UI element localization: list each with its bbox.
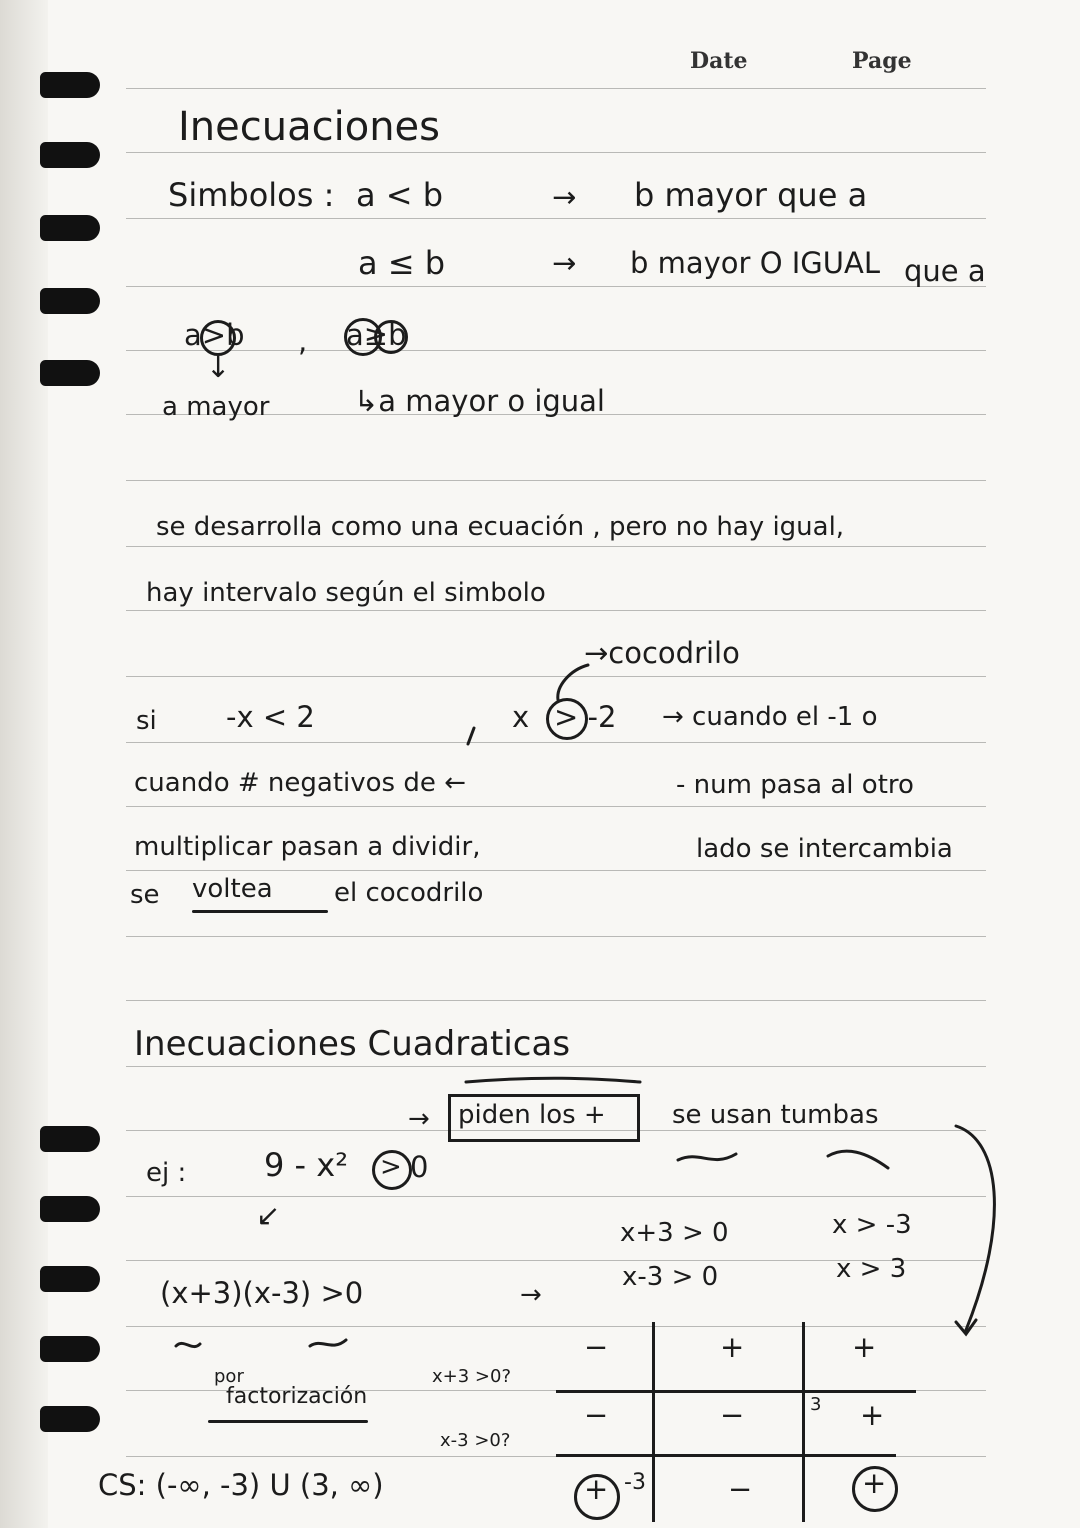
ej-zero: 0 xyxy=(410,1150,429,1184)
condition-1: x+3 > 0 xyxy=(620,1218,729,1248)
symbol-le-meaning: b mayor O IGUAL xyxy=(630,246,880,280)
symbol-lt-meaning: b mayor que a xyxy=(634,176,868,214)
condition-2: x-3 > 0 xyxy=(622,1262,719,1292)
ej-expression: 9 - x² xyxy=(264,1146,349,1184)
symbol-ge: a≥b xyxy=(346,318,407,352)
ej-label: ej : xyxy=(146,1158,187,1188)
sign-cell: + xyxy=(860,1398,885,1432)
ej-sign: > xyxy=(380,1152,402,1182)
solution-set: CS: (-∞, -3) U (3, ∞) xyxy=(98,1468,384,1502)
sign-cell: − xyxy=(720,1398,745,1432)
symbols-label: Simbolos : xyxy=(168,176,335,214)
gt-note: a mayor xyxy=(162,392,270,422)
sign-cell: − xyxy=(584,1330,609,1364)
rule-left-3a: se xyxy=(130,880,160,910)
rule-right-1: → cuando el -1 o xyxy=(662,702,878,732)
arrow-icon: → xyxy=(520,1280,542,1310)
sign-cell: + xyxy=(852,1330,877,1364)
quadratic-title: Inecuaciones Cuadraticas xyxy=(134,1024,571,1064)
cocodrilo-label: →cocodrilo xyxy=(584,636,740,670)
sign-cell: − xyxy=(728,1472,753,1506)
symbol-le: a ≤ b xyxy=(358,244,446,282)
condition-1-solution: x > -3 xyxy=(832,1210,912,1240)
rule-left-2: multiplicar pasan a dividir, xyxy=(134,832,481,862)
explanation-line2: hay intervalo según el simbolo xyxy=(146,578,546,608)
explanation-line1: se desarrolla como una ecuación , pero no hay igual, xyxy=(156,512,845,542)
row2-label: x-3 >0? xyxy=(440,1430,511,1451)
ge-note: ↳a mayor o igual xyxy=(354,384,605,418)
condition-2-solution: x > 3 xyxy=(836,1254,907,1284)
page-title: Inecuaciones xyxy=(178,104,440,150)
date-label: Date xyxy=(690,48,748,74)
ask-box-text: piden los + xyxy=(458,1100,606,1130)
symbol-lt: a < b xyxy=(356,176,444,214)
si-label: si xyxy=(136,706,157,736)
example-inequality: -x < 2 xyxy=(226,700,315,734)
rule-left-1: cuando # negativos de ← xyxy=(134,768,466,798)
arrow-icon: → xyxy=(552,180,577,214)
symbol-gt: a>b xyxy=(184,318,245,352)
arrow-icon: → xyxy=(552,246,577,280)
example-x: x xyxy=(512,700,530,734)
sign-cell: + xyxy=(720,1330,745,1364)
rule-right-2: - num pasa al otro xyxy=(676,770,914,800)
factored-expression: (x+3)(x-3) >0 xyxy=(160,1276,364,1310)
comma: , xyxy=(298,324,308,358)
symbol-le-meaning-end: que a xyxy=(904,254,986,288)
ask-rest: se usan tumbas xyxy=(672,1100,879,1130)
mark-3: 3 xyxy=(810,1394,822,1415)
method-label-a: por xyxy=(214,1366,244,1387)
sign-cell: + xyxy=(862,1466,887,1500)
example-flipped: > -2 xyxy=(554,700,617,734)
rule-left-3b: voltea xyxy=(192,874,273,904)
sign-cell: − xyxy=(584,1398,609,1432)
row1-label: x+3 >0? xyxy=(432,1366,511,1387)
rule-left-3c: el cocodrilo xyxy=(334,878,484,908)
method-label-b: factorización xyxy=(226,1384,368,1409)
down-left-arrow-icon: ↙ xyxy=(256,1198,281,1232)
rule-right-3: lado se intercambia xyxy=(696,834,953,864)
down-arrow-icon: ↓ xyxy=(206,350,231,384)
arrow-icon: → xyxy=(408,1104,430,1134)
page-label: Page xyxy=(852,48,912,74)
sign-cell: + xyxy=(584,1472,609,1506)
mark-neg3: -3 xyxy=(624,1470,646,1495)
